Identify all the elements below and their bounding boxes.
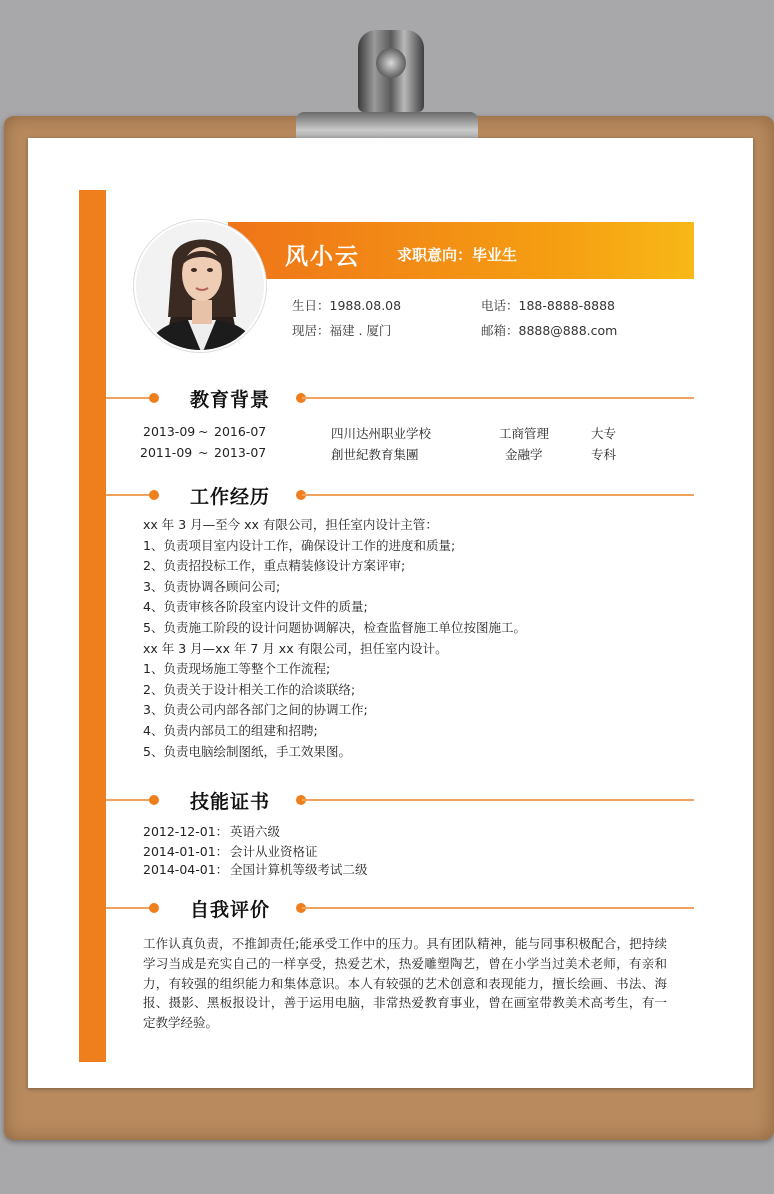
divider-line (106, 799, 152, 801)
divider-line (106, 494, 152, 496)
edu-degree: 专科 (591, 447, 617, 462)
bullet-dot-icon (149, 490, 159, 500)
residence-info: 现居：福建 . 厦门 (292, 323, 392, 338)
applicant-name: 风小云 (285, 244, 360, 270)
section-header-skills (106, 785, 694, 815)
birth-info: 生日：1988.08.08 (292, 298, 402, 313)
edu-degree: 大专 (591, 426, 617, 441)
section-title: 工作经历 (190, 486, 271, 508)
edu-major: 工商管理 (499, 426, 550, 441)
divider-line (106, 907, 152, 909)
edu-major: 金融学 (505, 447, 543, 462)
bullet-dot-icon (149, 903, 159, 913)
skill-name: 会计从业资格证 (230, 844, 318, 859)
list-item: 2、负责招投标工作，重点精装修设计方案评审; (143, 558, 406, 574)
divider-line (302, 799, 694, 801)
list-item: 5、负责施工阶段的设计问题协调解决，检查监督施工单位按图施工。 (143, 619, 526, 635)
accent-sidebar (79, 190, 106, 1062)
job-intent: 求职意向：毕业生 (397, 246, 518, 264)
skill-date: 2014-04-01： (143, 862, 229, 877)
self-evaluation-text: 工作认真负责，不推卸责任;能承受工作中的压力。具有团队精神，能与同事积极配合，把持续学习当成是充实自己的一样享受，热爱艺术，热爱雕塑陶艺，曾在小学当过美术老师，有亲和力，有较强的组织能力和集体意识。本人有较强的艺术创意和表现能力，擅长绘画、书法、海报、摄影、黑板报设计，善于运用电脑，非常热爱教育事业，曾在画室带教美术高考生，有一定教学经验。 (143, 936, 667, 1031)
bullet-dot-icon (149, 393, 159, 403)
list-item: xx 年 3 月—xx 年 7 月 xx 有限公司，担任室内设计。 (143, 640, 448, 656)
section-title: 技能证书 (190, 791, 271, 813)
skill-name: 全国计算机等级考试二级 (230, 862, 368, 877)
divider-line (302, 397, 694, 399)
edu-start: 2011-09 (140, 445, 193, 460)
section-header-self-evaluation (106, 893, 694, 923)
section-title: 教育背景 (190, 389, 271, 411)
work-experience-list (143, 515, 526, 762)
section-header-work (106, 480, 694, 510)
list-item: xx 年 3 月—至今 xx 有限公司，担任室内设计主管： (143, 517, 438, 532)
edu-sep: ~ (198, 445, 209, 460)
list-item: 2、负责关于设计相关工作的洽谈联络; (143, 681, 356, 697)
email-info: 邮箱：8888@888.com (481, 323, 618, 338)
section-title: 自我评价 (190, 899, 271, 921)
list-item: 4、负责内部员工的组建和招聘; (143, 722, 318, 738)
edu-end: 2013-07 (214, 445, 267, 460)
section-header-education (106, 383, 694, 413)
list-item: 1、负责项目室内设计工作，确保设计工作的进度和质量; (143, 537, 456, 553)
divider-line (106, 397, 152, 399)
portrait-image (136, 222, 266, 352)
list-item: 4、负责审核各阶段室内设计文件的质量; (143, 599, 368, 615)
list-item: 5、负责电脑绘制图纸，手工效果图。 (143, 743, 351, 759)
binder-clip-hole (376, 48, 406, 78)
bullet-dot-icon (149, 795, 159, 805)
skill-date: 2012-12-01： (143, 824, 229, 839)
divider-line (302, 494, 694, 496)
divider-line (302, 907, 694, 909)
edu-sep: ~ (198, 424, 209, 439)
skill-name: 英语六级 (230, 824, 281, 839)
edu-start: 2013-09 (143, 424, 196, 439)
edu-end: 2016-07 (214, 424, 267, 439)
edu-school: 四川达州职业学校 (331, 426, 432, 441)
phone-info: 电话：188-8888-8888 (481, 298, 616, 313)
edu-school: 創世紀教育集團 (331, 447, 419, 462)
skill-date: 2014-01-01： (143, 844, 229, 859)
profile-photo (134, 220, 266, 352)
list-item: 1、负责现场施工等整个工作流程; (143, 661, 331, 677)
list-item: 3、负责公司内部各部门之间的协调工作; (143, 702, 368, 718)
list-item: 3、负责协调各顾问公司; (143, 578, 281, 594)
